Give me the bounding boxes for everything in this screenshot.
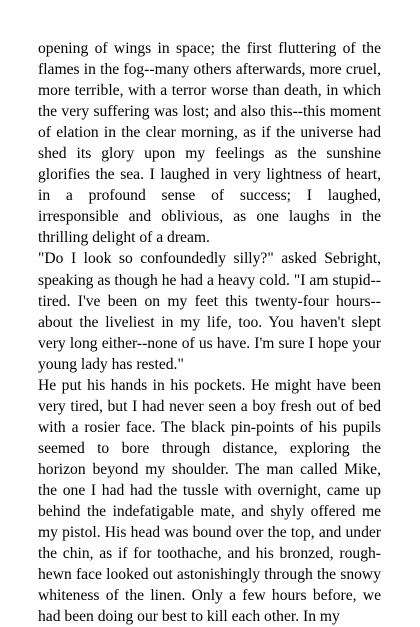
paragraph-3: He put his hands in his pockets. He might have been very tired, but I had never seen a boy fresh out of bed with a rosier face. The black pin-points of his pupils seemed to bore through distance, exploring the horizon beyond my shoulder. The man called Mike, the one I had had the tussle with overnight, came up behind the indefatigable mate, and shyly offered me my pistol. His head was bound over the top, and under the chin, as if for toothache, and his bronzed, rough-hewn face looked out astonishingly through the snowy whiteness of the linen. Only a few hours before, we had been doing our best to kill each other. In my	[38, 376, 381, 626]
book-page-text	[38, 38, 381, 627]
paragraph-2: "Do I look so confoundedly silly?" asked Sebright, speaking as though he had a heavy cold. "I am stupid--tired. I've been on my feet this twenty-four hours--about the liveliest in my life, too. You haven't slept very long either--none of us have. I'm sure I hope your young lady has rested."	[38, 250, 381, 373]
paragraph-1: opening of wings in space; the first fluttering of the flames in the fog--many others afterwards, more cruel, more terrible, with a terror worse than death, in which the very suffering was lost; and also this--this moment of elation in the clear morning, as if the universe had shed its glory upon my feelings as the sunshine glorifies the sea. I laughed in very lightness of heart, in a profound sense of success; I laughed, irresponsible and oblivious, as one laughs in the thrilling delight of a dream.	[38, 40, 381, 247]
